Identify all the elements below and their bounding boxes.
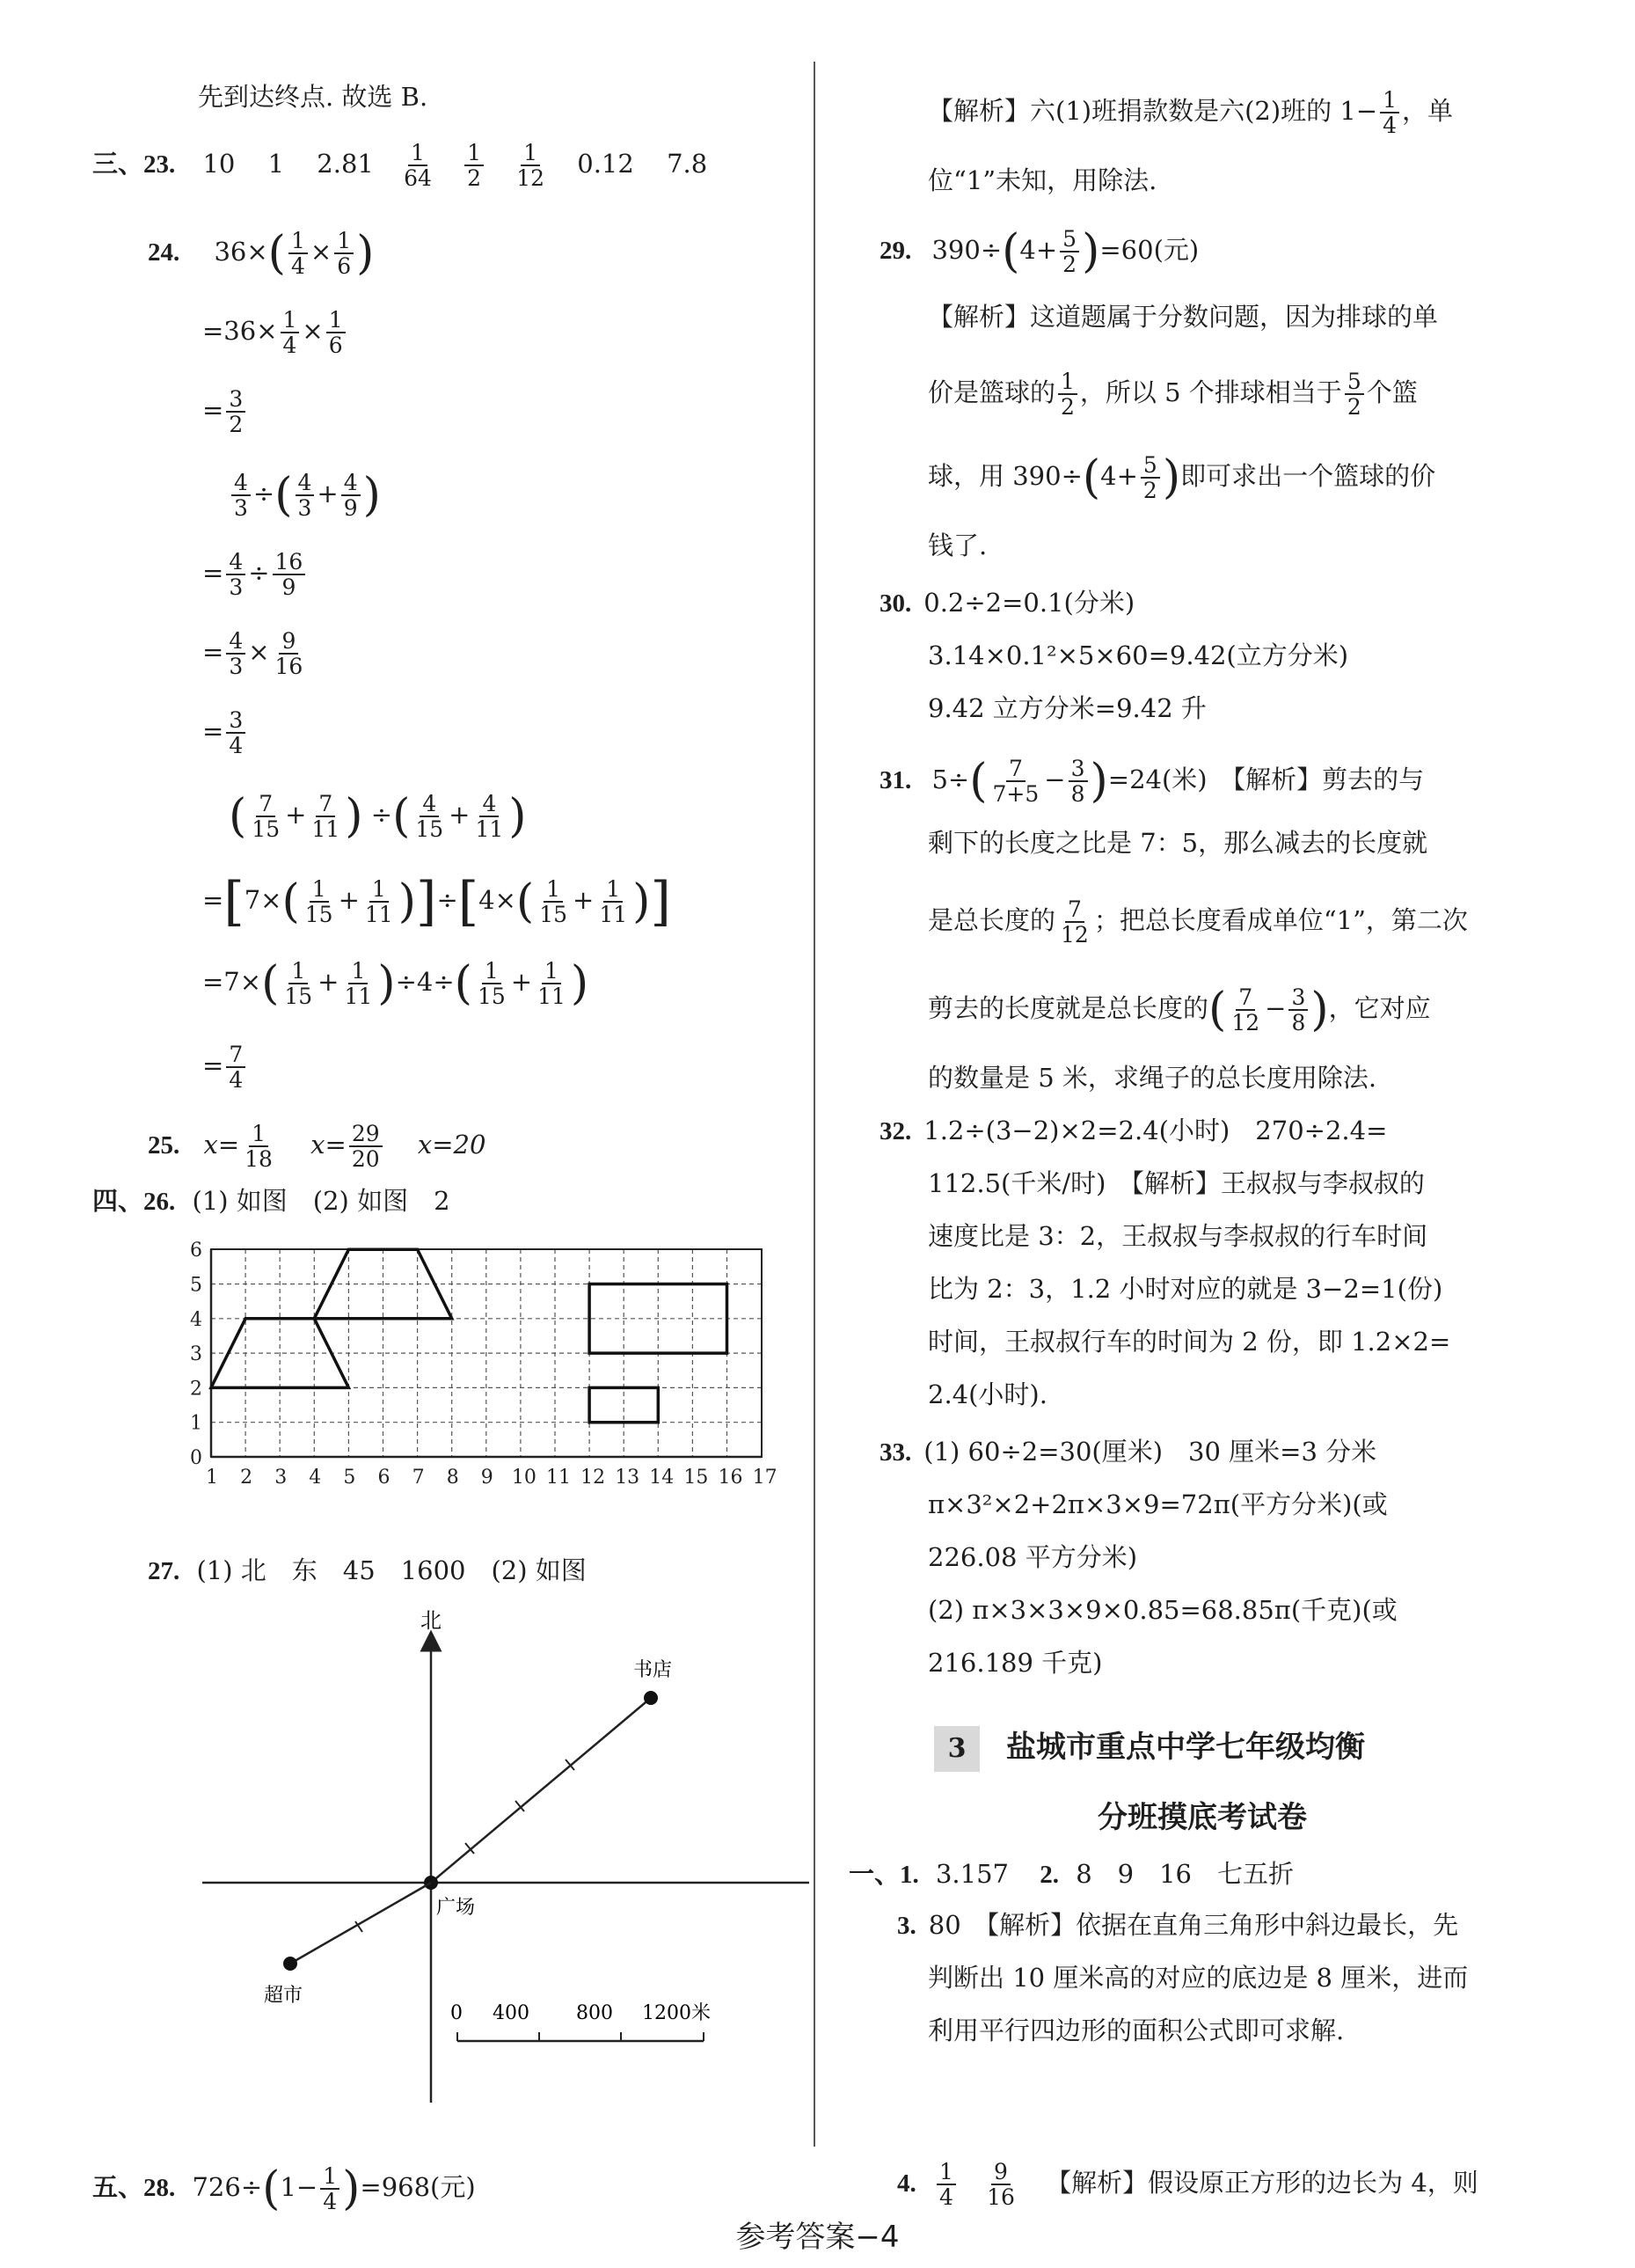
q27: 27. (1) 北 东 45 1600 (2) 如图: [148, 1555, 587, 1585]
x-tick-label: 12: [580, 1467, 606, 1489]
fraction: $\frac{1}{2}$: [464, 141, 484, 190]
q29-explain: 价是篮球的 $\frac{1}{2}$ ，所以 5 个排球相当于 $\frac{5}{2}$ 个篮: [928, 369, 1418, 420]
q24-step: = $\frac{3}{4}$: [202, 708, 248, 757]
y-tick-label: 0: [190, 1447, 202, 1469]
q33-line: 216.189 千克): [928, 1648, 1103, 1678]
q32: 32. 1.2÷(3−2)×2=2.4(小时) 270÷2.4=: [880, 1116, 1388, 1145]
answer: 7.8: [667, 149, 708, 179]
q32-line: 速度比是 3：2，王叔叔与李叔叔的行车时间: [928, 1221, 1428, 1251]
q30-line: 3.14×0.1²×5×60=9.42(立方分米): [928, 640, 1349, 670]
x-tick-label: 1: [206, 1467, 218, 1489]
q32-line: 时间，王叔叔行车的时间为 2 份，即 1.2×2=: [928, 1327, 1451, 1357]
q30-line: 9.42 立方分米=9.42 升: [928, 693, 1207, 723]
question-number: 28.: [143, 2174, 176, 2202]
x-tick-label: 4: [309, 1467, 322, 1489]
q32-line: 112.5(千米/时) 【解析】王叔叔与李叔叔的: [928, 1168, 1425, 1198]
q30: 30. 0.2÷2=0.1(分米): [880, 588, 1135, 618]
section-title: 盐城市重点中学七年级均衡: [1006, 1730, 1365, 1765]
q31-line: 剩下的长度之比是 7：5，那么减去的长度就: [928, 828, 1428, 858]
s4: 4. $\frac{1}{4}$ $\frac{9}{16}$ 【解析】假设原正方形的边长为 4，则: [897, 2159, 1478, 2210]
q24-step: = $\frac{4}{3}$ × $\frac{9}{16}$: [202, 628, 303, 679]
x-tick-label: 16: [718, 1467, 743, 1489]
y-tick-label: 4: [190, 1308, 202, 1331]
question-number: 30.: [880, 589, 912, 618]
x-tick-label: 11: [546, 1467, 571, 1489]
q31-line: 剪去的长度就是总长度的( $\frac{7}{12}$ − $\frac{3}{8}$ )，它对应: [928, 984, 1431, 1036]
q24-c: ( $\frac{7}{15}$ + $\frac{7}{11}$ ) ÷( $\frac{4}{15}$ + $\frac{4}{11}$ ): [229, 790, 527, 843]
question-number: 26.: [143, 1188, 176, 1216]
question-number: 32.: [880, 1117, 912, 1145]
y-tick-label: 3: [190, 1343, 202, 1366]
q24-line1: 24. 36×( $\frac{1}{4}$ × $\frac{1}{6}$ ): [148, 227, 375, 280]
q24-step: = $\frac{7}{4}$: [202, 1043, 248, 1092]
y-tick-label: 6: [190, 1240, 202, 1262]
q29: 29. 390÷(4+ $\frac{5}{2}$ )=60(元): [880, 225, 1200, 278]
question-number: 24.: [148, 238, 180, 267]
store-label: 书店: [633, 1659, 673, 1681]
section-label: 三、: [92, 149, 144, 179]
answer: 2.81: [317, 149, 374, 179]
scale-label: 400: [493, 2002, 529, 2024]
x-tick-label: 2: [240, 1467, 253, 1489]
q31: 31. 5÷( $\frac{7}{7+5}$ − $\frac{3}{8}$ )=24(米) 【解析】剪去的与: [880, 755, 1425, 808]
north-label: 北: [420, 1608, 442, 1633]
q26: 四、26. (1) 如图 (2) 如图 2: [92, 1186, 450, 1216]
q28-explain2: 位“1”未知，用除法.: [928, 165, 1157, 195]
q28: 五、28. 726÷(1− $\frac{1}{4}$ )=968(元): [92, 2162, 476, 2215]
question-number: 3.: [897, 1912, 916, 1940]
route-to-market: [290, 1883, 431, 1964]
question-number: 1.: [900, 1861, 919, 1889]
q23: [92, 141, 707, 190]
q33-line: 226.08 平方分米): [928, 1542, 1138, 1572]
x-tick-label: 5: [343, 1467, 356, 1489]
q28-explain: 【解析】六(1)班捐款数是六(2)班的 1− $\frac{1}{4}$ ，单: [928, 87, 1454, 138]
q33-line: π×3²×2+2π×3×9=72π(平方分米)(或: [928, 1489, 1388, 1519]
q24-step: = $\frac{4}{3}$ ÷ $\frac{16}{9}$: [202, 550, 308, 599]
x-tick-label: 10: [511, 1467, 536, 1489]
section-number-badge: 3: [934, 1726, 980, 1772]
answer: 10: [202, 149, 236, 179]
q24-step: =36× $\frac{1}{4}$ × $\frac{1}{6}$: [202, 308, 348, 357]
route-to-store: [431, 1698, 651, 1883]
x-tick-label: 9: [480, 1467, 493, 1489]
question-number: 27.: [148, 1557, 180, 1585]
x-tick-label: 17: [752, 1467, 777, 1489]
scale-label: 1200米: [642, 2002, 711, 2024]
store-point: [644, 1691, 658, 1705]
square-label: 广场: [436, 1897, 476, 1919]
scale-label: 0: [450, 2002, 463, 2024]
answer: 1: [267, 149, 285, 179]
section-title-2: 分班摸底考试卷: [1098, 1800, 1307, 1835]
q29-explain: 球，用 390÷(4+ $\frac{5}{2}$ )即可求出一个篮球的价: [928, 451, 1436, 504]
page-footer: 参考答案−4: [735, 2220, 900, 2255]
x-tick-label: 13: [615, 1467, 640, 1489]
q32-line: 比为 2：3，1.2 小时对应的就是 3−2=1(份): [928, 1274, 1443, 1304]
y-tick-label: 1: [190, 1412, 202, 1435]
q31-line: 是总长度的 $\frac{7}{12}$ ；把总长度看成单位“1”，第二次: [928, 896, 1468, 947]
q29-explain: 钱了.: [928, 530, 988, 560]
question-number: 33.: [880, 1438, 912, 1467]
x-tick-label: 3: [274, 1467, 288, 1489]
scale-label: 800: [576, 2002, 613, 2024]
question-number: 2.: [1040, 1861, 1059, 1889]
q24-step: = $\frac{3}{2}$: [202, 387, 248, 436]
q33-line: (2) π×3×3×9×0.85=68.85π(千克)(或: [928, 1595, 1398, 1625]
fraction: $\frac{1}{64}$: [404, 140, 432, 191]
y-tick-label: 5: [190, 1274, 202, 1297]
s3-line: 判断出 10 厘米高的对应的底边是 8 厘米，进而: [928, 1963, 1469, 1993]
question-number: 23.: [143, 150, 176, 179]
q24-b: $\frac{4}{3}$ ÷( $\frac{4}{3}$ + $\frac{4}{9}$ ): [229, 471, 381, 520]
question-number: 29.: [880, 237, 912, 265]
x-tick-label: 6: [377, 1467, 391, 1489]
market-point: [283, 1957, 297, 1971]
question-number: 25.: [148, 1131, 180, 1160]
y-tick-label: 2: [190, 1378, 202, 1401]
grid-figure: [141, 1223, 862, 1540]
line-continued: 先到达终点. 故选 B.: [198, 82, 428, 112]
q25: 25. x= $\frac{1}{18}$ x= $\frac{29}{20}$ x=20: [148, 1121, 486, 1172]
x-tick-label: 8: [446, 1467, 459, 1489]
q31-line: 的数量是 5 米，求绳子的总长度用除法.: [928, 1063, 1377, 1093]
section3-header: [934, 1723, 1365, 1772]
s3: 3. 80 【解析】依据在直角三角形中斜边最长，先: [897, 1910, 1459, 1940]
q32-line: 2.4(小时).: [928, 1379, 1047, 1409]
s3-line: 利用平行四边形的面积公式即可求解.: [928, 2016, 1345, 2045]
market-label: 超市: [264, 1985, 303, 2007]
q24-step: =[7×( $\frac{1}{15}$ + $\frac{1}{11}$ )]÷[4×( $\frac{1}{15}$ + $\frac{1}{11}$ )]: [202, 871, 671, 933]
s1: 一、1. 3.157 2. 8 9 16 七五折: [849, 1859, 1295, 1889]
x-tick-label: 14: [649, 1467, 675, 1489]
q29-explain: 【解析】这道题属于分数问题，因为排球的单: [928, 302, 1439, 332]
fraction: $\frac{1}{12}$: [516, 140, 545, 191]
question-number: 31.: [880, 766, 912, 794]
map-figure: [176, 1601, 827, 2129]
x-tick-label: 15: [683, 1467, 709, 1489]
q24-step: =7×( $\frac{1}{15}$ + $\frac{1}{11}$ )÷4÷( $\frac{1}{15}$ + $\frac{1}{11}$ ): [202, 957, 589, 1010]
q33: 33. (1) 60÷2=30(厘米) 30 厘米=3 分米: [880, 1437, 1377, 1467]
answer: 0.12: [577, 149, 634, 179]
question-number: 4.: [897, 2169, 916, 2198]
x-tick-label: 7: [412, 1467, 425, 1489]
